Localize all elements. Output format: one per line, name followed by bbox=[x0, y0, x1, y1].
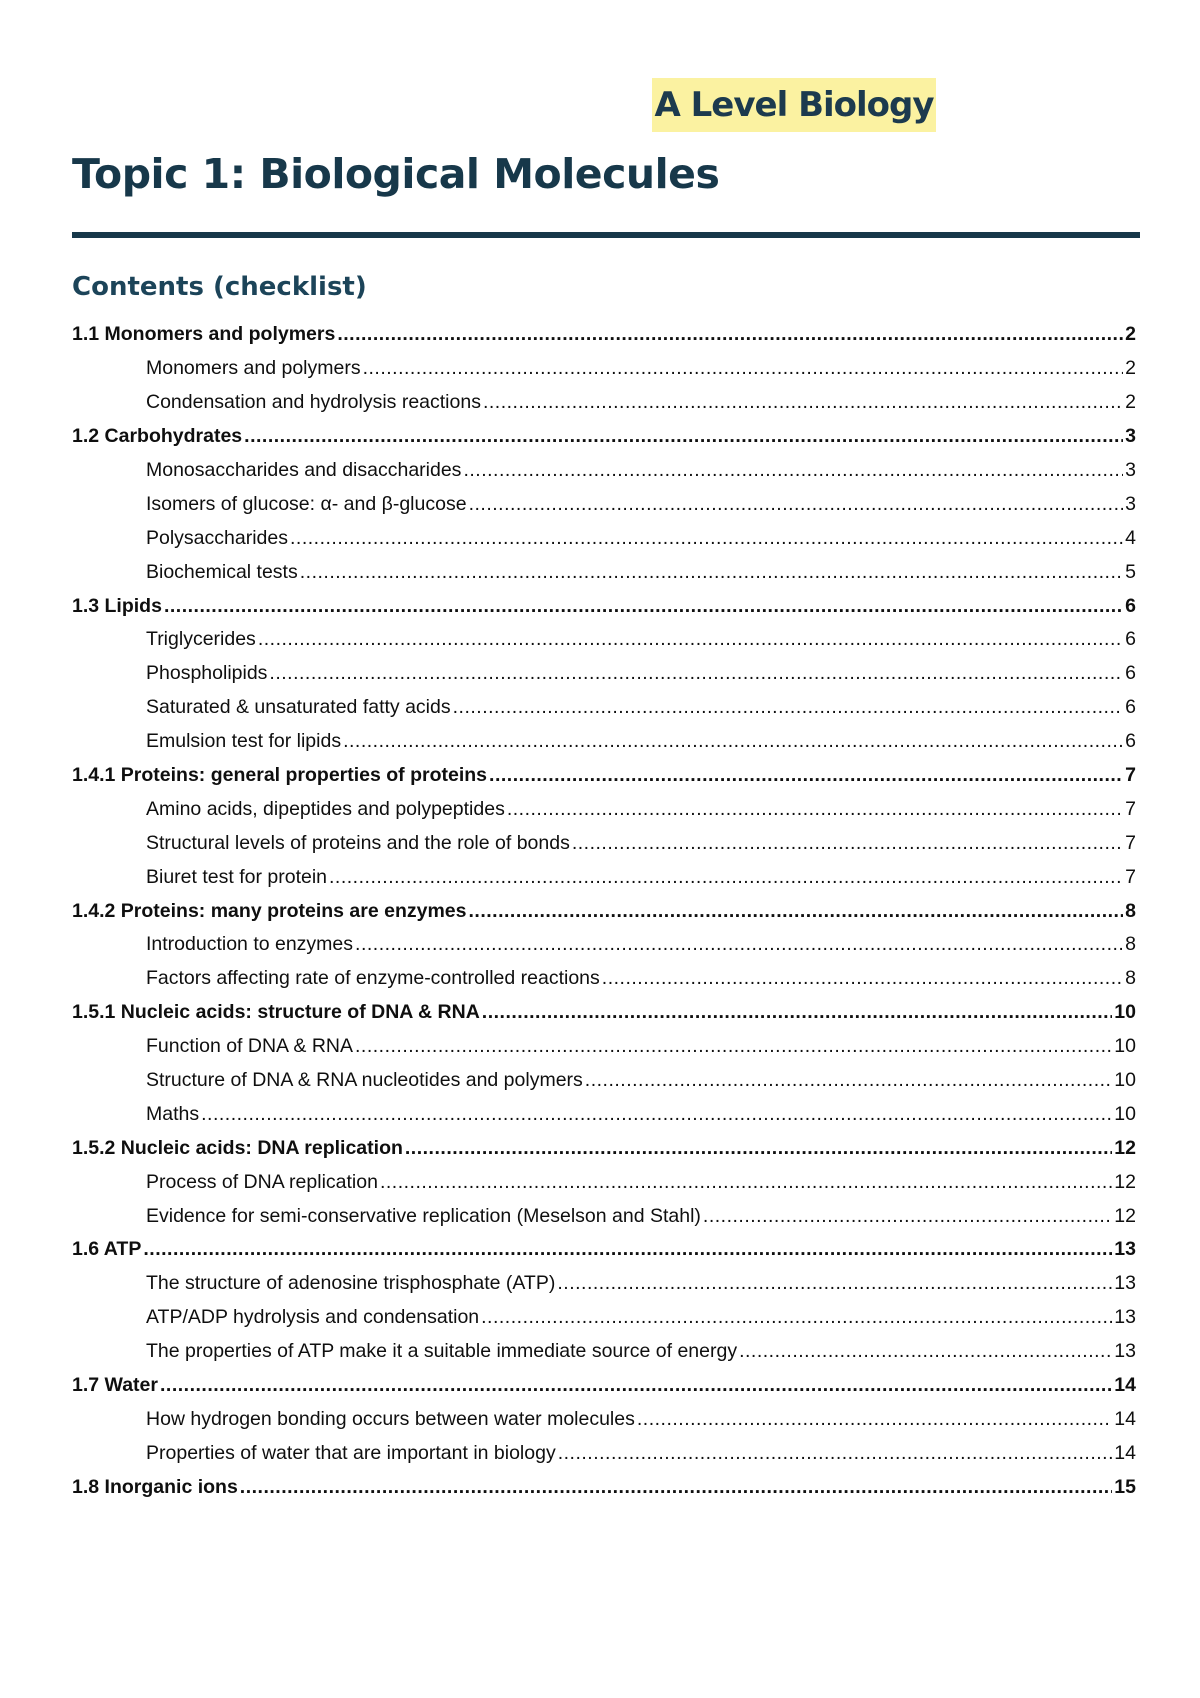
toc-entry-label: Structure of DNA & RNA nucleotides and polymers bbox=[146, 1069, 583, 1092]
toc-entry-label: Isomers of glucose: α- and β-glucose bbox=[146, 492, 467, 515]
toc-entry-label: 1.8 Inorganic ions bbox=[72, 1475, 238, 1498]
toc-entry-label: 1.7 Water bbox=[72, 1374, 158, 1397]
toc-page-number: 6 bbox=[1125, 662, 1136, 685]
toc-dot-leader bbox=[343, 730, 1123, 753]
toc-dot-leader bbox=[355, 1035, 1112, 1058]
toc-entry-label: Function of DNA & RNA bbox=[146, 1035, 353, 1058]
toc-dot-leader bbox=[290, 527, 1123, 550]
toc-dot-leader bbox=[453, 696, 1124, 719]
toc-dot-leader bbox=[572, 832, 1123, 855]
toc-dot-leader bbox=[380, 1171, 1112, 1194]
toc-dot-leader bbox=[160, 1374, 1112, 1397]
toc-page-number: 8 bbox=[1125, 967, 1136, 990]
toc-page-number: 6 bbox=[1125, 696, 1136, 719]
toc-dot-leader bbox=[363, 357, 1124, 380]
toc-entry-label: Monomers and polymers bbox=[146, 357, 361, 380]
toc-dot-leader bbox=[463, 459, 1123, 482]
toc-page-number: 7 bbox=[1125, 797, 1136, 820]
toc-page-number: 15 bbox=[1114, 1475, 1136, 1498]
toc-subsection-entry[interactable] bbox=[72, 826, 1136, 860]
toc-dot-leader bbox=[469, 493, 1124, 516]
toc-entry-label: Polysaccharides bbox=[146, 526, 288, 549]
toc-subsection-entry[interactable] bbox=[72, 860, 1136, 894]
toc-page-number: 13 bbox=[1114, 1340, 1136, 1363]
toc-page-number: 8 bbox=[1125, 899, 1136, 922]
toc-entry-label: Saturated & unsaturated fatty acids bbox=[146, 696, 451, 719]
toc-dot-leader bbox=[143, 1238, 1112, 1261]
toc-entry-label: 1.4.1 Proteins: general properties of proteins bbox=[72, 764, 488, 787]
toc-section-entry[interactable] bbox=[72, 1131, 1136, 1165]
toc-entry-label: Amino acids, dipeptides and polypeptides bbox=[146, 797, 505, 820]
toc-entry-label: Process of DNA replication bbox=[146, 1170, 378, 1193]
toc-dot-leader bbox=[300, 561, 1123, 584]
toc-page-number: 14 bbox=[1114, 1441, 1136, 1464]
toc-entry-label: 1.5.1 Nucleic acids: structure of DNA & RNA bbox=[72, 1001, 480, 1024]
toc-dot-leader bbox=[703, 1205, 1112, 1228]
toc-section-entry[interactable] bbox=[72, 589, 1136, 623]
toc-page-number: 10 bbox=[1114, 1102, 1136, 1125]
toc-entry-label: 1.4.2 Proteins: many proteins are enzymes bbox=[72, 899, 467, 922]
toc-dot-leader bbox=[469, 900, 1124, 923]
toc-subsection-entry[interactable] bbox=[72, 1030, 1136, 1064]
toc-subsection-entry[interactable] bbox=[72, 1064, 1136, 1098]
toc-entry-label: Phospholipids bbox=[146, 662, 268, 685]
toc-page-number: 7 bbox=[1125, 831, 1136, 854]
toc-subsection-entry[interactable] bbox=[72, 1165, 1136, 1199]
toc-dot-leader bbox=[337, 323, 1123, 346]
toc-entry-label: Monosaccharides and disaccharides bbox=[146, 459, 462, 481]
toc-page-number: 6 bbox=[1125, 628, 1136, 651]
toc-dot-leader bbox=[507, 798, 1123, 821]
brand-highlight bbox=[652, 78, 936, 132]
toc-entry-label: Structural levels of proteins and the role of bonds bbox=[146, 831, 570, 854]
toc-page-number: 3 bbox=[1125, 459, 1136, 481]
toc-entry-label: Triglycerides bbox=[146, 628, 256, 651]
toc-dot-leader bbox=[269, 662, 1123, 685]
toc-subsection-entry[interactable] bbox=[72, 928, 1136, 962]
toc-page-number: 14 bbox=[1114, 1374, 1136, 1397]
toc-page-number: 12 bbox=[1114, 1204, 1136, 1227]
toc-entry-label: The properties of ATP make it a suitable immediate source of energy bbox=[146, 1340, 738, 1363]
toc-subsection-entry[interactable] bbox=[72, 1436, 1136, 1470]
toc-dot-leader bbox=[481, 1306, 1112, 1329]
toc-dot-leader bbox=[240, 1476, 1113, 1499]
toc-dot-leader bbox=[489, 764, 1123, 787]
toc-subsection-entry[interactable] bbox=[72, 1335, 1136, 1369]
toc-page-number: 3 bbox=[1125, 425, 1136, 448]
toc-page-number: 14 bbox=[1114, 1407, 1136, 1430]
toc-entry-label: Introduction to enzymes bbox=[146, 933, 354, 956]
toc-page-number: 6 bbox=[1125, 594, 1136, 617]
toc-dot-leader bbox=[405, 1137, 1112, 1160]
toc-section-entry[interactable] bbox=[72, 318, 1136, 352]
toc-dot-leader bbox=[585, 1069, 1113, 1092]
toc-dot-leader bbox=[329, 866, 1123, 889]
toc-subsection-entry[interactable] bbox=[72, 352, 1136, 386]
toc-entry-label: How hydrogen bonding occurs between water molecules bbox=[146, 1407, 635, 1430]
toc-page-number: 13 bbox=[1114, 1272, 1136, 1295]
toc-subsection-entry[interactable] bbox=[72, 1301, 1136, 1335]
toc-section-entry[interactable] bbox=[72, 420, 1136, 454]
toc-subsection-entry[interactable] bbox=[72, 487, 1136, 521]
toc-page-number: 2 bbox=[1125, 391, 1136, 414]
toc-page-number: 2 bbox=[1125, 323, 1136, 346]
toc-page-number: 10 bbox=[1114, 1001, 1136, 1024]
page-title: Topic 1: Biological Molecules bbox=[72, 150, 720, 198]
toc-subsection-entry[interactable] bbox=[72, 1199, 1136, 1233]
toc-subsection-entry[interactable] bbox=[72, 792, 1136, 826]
toc-dot-leader bbox=[557, 1272, 1112, 1295]
toc-page-number: 2 bbox=[1125, 357, 1136, 380]
toc-subsection-entry[interactable] bbox=[72, 1267, 1136, 1301]
toc-dot-leader bbox=[244, 425, 1123, 448]
toc-subsection-entry[interactable] bbox=[72, 962, 1136, 996]
toc-dot-leader bbox=[164, 595, 1123, 618]
toc-dot-leader bbox=[602, 967, 1123, 990]
toc-page-number: 13 bbox=[1114, 1238, 1136, 1261]
toc-page-number: 12 bbox=[1114, 1136, 1136, 1159]
toc-page-number: 7 bbox=[1125, 865, 1136, 888]
toc-section-entry[interactable] bbox=[72, 1470, 1136, 1504]
brand-logo-text: A Level Biology bbox=[654, 85, 934, 125]
toc-subsection-entry[interactable] bbox=[72, 555, 1136, 589]
toc-page-number: 4 bbox=[1125, 526, 1136, 549]
toc-entry-label: Emulsion test for lipids bbox=[146, 730, 342, 753]
toc-entry-label: Condensation and hydrolysis reactions bbox=[146, 391, 481, 414]
toc-dot-leader bbox=[739, 1340, 1112, 1363]
toc-subsection-entry[interactable] bbox=[72, 725, 1136, 759]
toc-section-entry[interactable] bbox=[72, 1369, 1136, 1403]
toc-subsection-entry[interactable] bbox=[72, 1097, 1136, 1131]
toc-page-number: 12 bbox=[1114, 1170, 1136, 1193]
toc-section-entry[interactable] bbox=[72, 1233, 1136, 1267]
toc-subsection-entry[interactable] bbox=[72, 386, 1136, 420]
toc-subsection-entry[interactable] bbox=[72, 454, 1136, 488]
toc-dot-leader bbox=[355, 933, 1123, 956]
toc-entry-label: Biochemical tests bbox=[146, 560, 298, 583]
toc-subsection-entry[interactable] bbox=[72, 657, 1136, 691]
toc-entry-label: Evidence for semi-conservative replication (Meselson and Stahl) bbox=[146, 1204, 701, 1227]
contents-heading: Contents (checklist) bbox=[72, 272, 367, 302]
toc-section-entry[interactable] bbox=[72, 996, 1136, 1030]
toc-entry-label: 1.6 ATP bbox=[72, 1238, 142, 1261]
toc-entry-label: Maths bbox=[146, 1102, 200, 1125]
toc-entry-label: 1.5.2 Nucleic acids: DNA replication bbox=[72, 1136, 403, 1159]
toc-page-number: 5 bbox=[1125, 560, 1136, 583]
toc-subsection-entry[interactable] bbox=[72, 1403, 1136, 1437]
toc-entry-label: Factors affecting rate of enzyme-controlled reactions bbox=[146, 967, 600, 990]
toc-subsection-entry[interactable] bbox=[72, 691, 1136, 725]
toc-entry-label: 1.3 Lipids bbox=[72, 594, 162, 617]
toc-dot-leader bbox=[258, 628, 1123, 651]
toc-dot-leader bbox=[482, 1001, 1113, 1024]
toc-entry-label: 1.1 Monomers and polymers bbox=[72, 323, 336, 346]
toc-subsection-entry[interactable] bbox=[72, 521, 1136, 555]
toc-page-number: 10 bbox=[1114, 1069, 1136, 1092]
toc-page-number: 7 bbox=[1125, 764, 1136, 787]
toc-section-entry[interactable] bbox=[72, 759, 1136, 793]
toc-page-number: 6 bbox=[1125, 730, 1136, 753]
toc-page-number: 13 bbox=[1114, 1306, 1136, 1329]
toc-dot-leader bbox=[483, 391, 1123, 414]
toc-page-number: 8 bbox=[1125, 933, 1136, 956]
title-divider bbox=[72, 232, 1140, 238]
toc-page-number: 10 bbox=[1114, 1035, 1136, 1058]
toc-entry-label: 1.2 Carbohydrates bbox=[72, 425, 243, 448]
toc-entry-label: ATP/ADP hydrolysis and condensation bbox=[146, 1306, 480, 1329]
toc-entry-label: The structure of adenosine trisphosphate (ATP) bbox=[146, 1272, 556, 1295]
toc-dot-leader bbox=[558, 1442, 1113, 1465]
toc-subsection-entry[interactable] bbox=[72, 623, 1136, 657]
toc-page-number: 3 bbox=[1125, 492, 1136, 515]
table-of-contents bbox=[72, 318, 1136, 1504]
toc-entry-label: Properties of water that are important in biology bbox=[146, 1441, 556, 1464]
toc-dot-leader bbox=[637, 1408, 1112, 1431]
toc-section-entry[interactable] bbox=[72, 894, 1136, 928]
toc-entry-label: Biuret test for protein bbox=[146, 865, 328, 888]
toc-dot-leader bbox=[201, 1103, 1112, 1126]
